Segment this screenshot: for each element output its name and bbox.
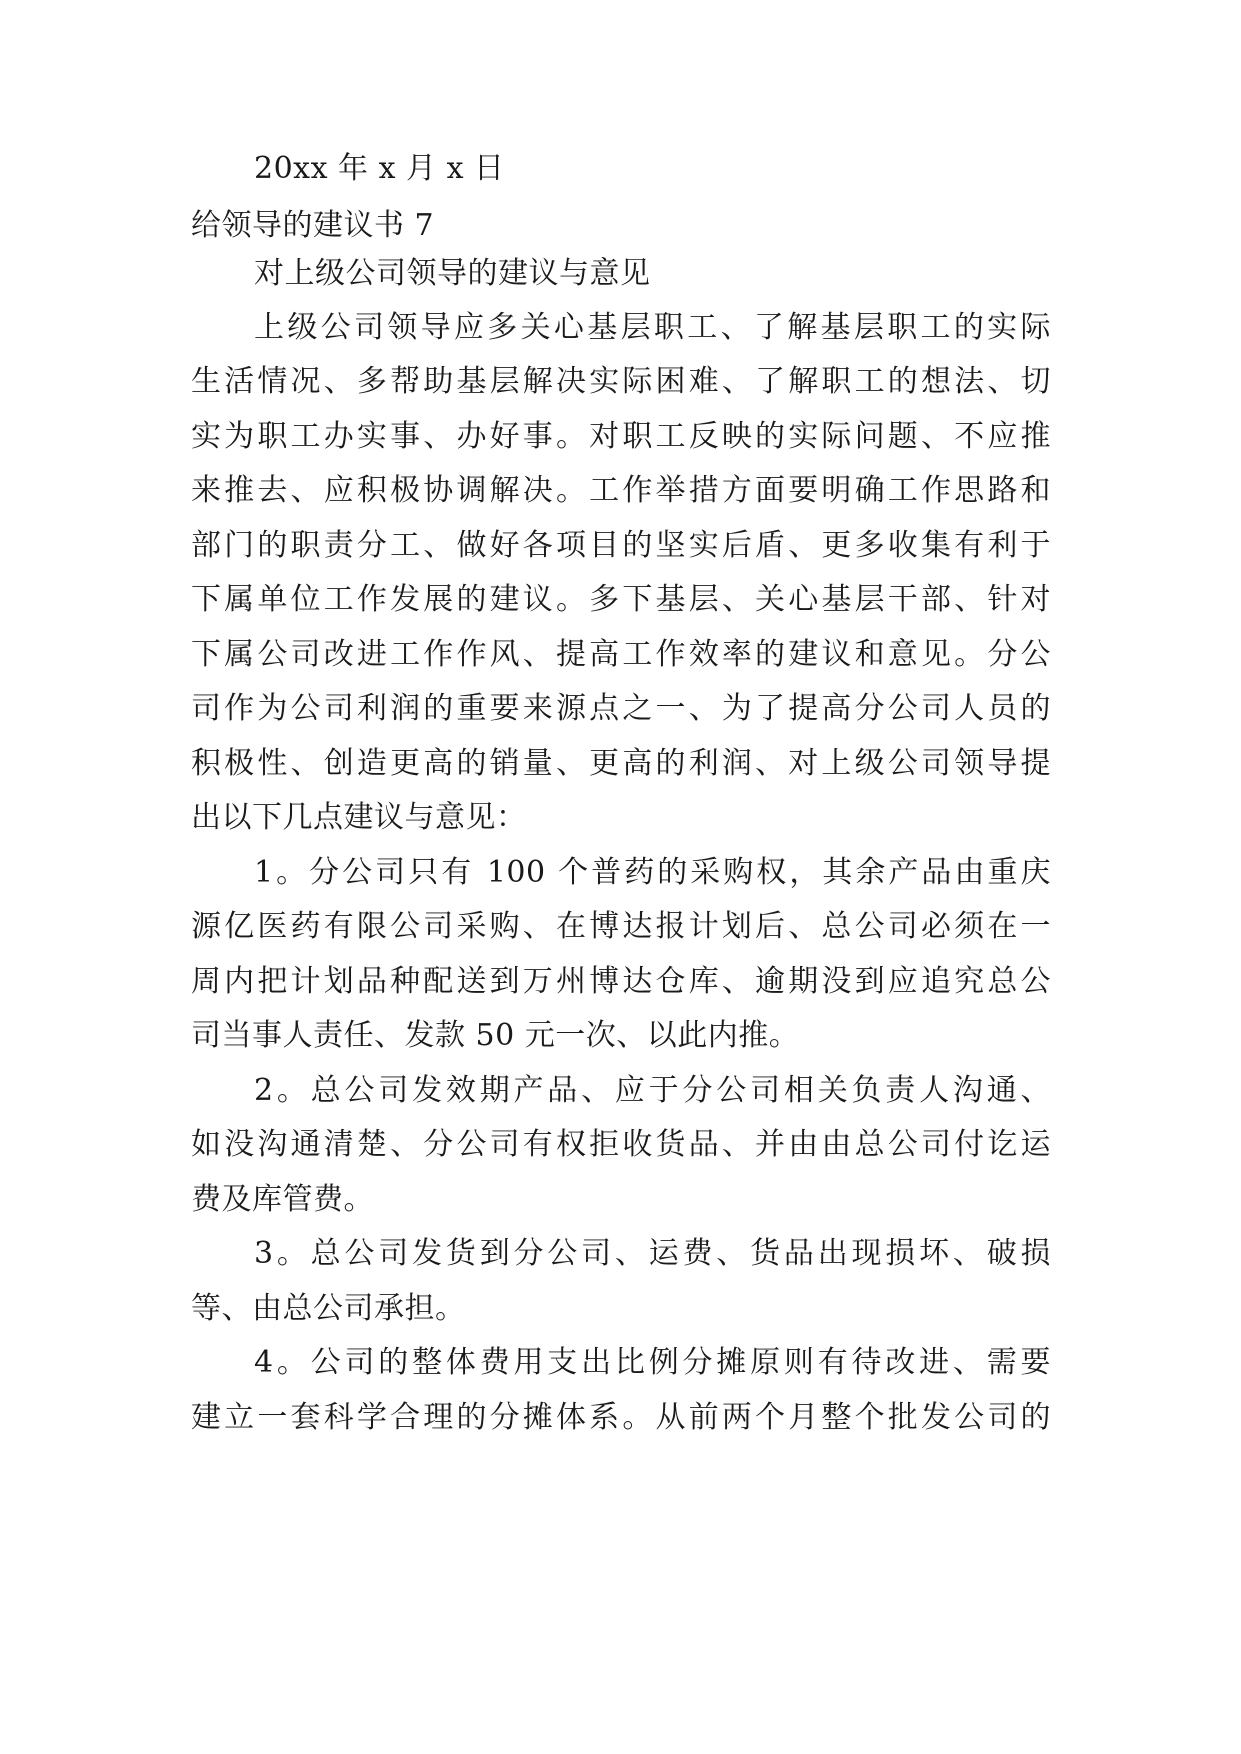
list-item-line: 费及库管费。 bbox=[191, 1182, 374, 1217]
paragraph-line: 部门的职责分工、做好各项目的坚实后盾、更多收集有利于 bbox=[191, 528, 1051, 563]
list-item-line: 3。总公司发货到分公司、运费、货品出现损坏、破损 bbox=[254, 1236, 1051, 1271]
section-title: 给领导的建议书 7 bbox=[191, 208, 435, 243]
list-item-line: 司当事人责任、发款 50 元一次、以此内推。 bbox=[191, 1018, 800, 1053]
list-item-line: 等、由总公司承担。 bbox=[191, 1291, 466, 1326]
list-item-line: 1。分公司只有 100 个普药的采购权，其余产品由重庆 bbox=[254, 855, 1051, 890]
paragraph-line: 积极性、创造更高的销量、更高的利润、对上级公司领导提 bbox=[191, 746, 1051, 781]
paragraph-line: 来推去、应积极协调解决。工作举措方面要明确工作思路和 bbox=[191, 473, 1051, 508]
list-item-line: 周内把计划品种配送到万州博达仓库、逾期没到应追究总公 bbox=[191, 964, 1051, 999]
date-line: 20xx 年 x 月 x 日 bbox=[254, 151, 505, 186]
list-item-line: 建立一套科学合理的分摊体系。从前两个月整个批发公司的 bbox=[191, 1400, 1051, 1435]
paragraph-line: 上级公司领导应多关心基层职工、了解基层职工的实际 bbox=[254, 310, 1051, 345]
paragraph-line: 生活情况、多帮助基层解决实际困难、了解职工的想法、切 bbox=[191, 364, 1051, 399]
list-item-line: 源亿医药有限公司采购、在博达报计划后、总公司必须在一 bbox=[191, 909, 1051, 944]
subtitle: 对上级公司领导的建议与意见 bbox=[254, 256, 651, 291]
list-item-line: 2。总公司发效期产品、应于分公司相关负责人沟通、 bbox=[254, 1073, 1051, 1108]
list-item-line: 4。公司的整体费用支出比例分摊原则有待改进、需要 bbox=[254, 1345, 1051, 1380]
paragraph-line: 下属单位工作发展的建议。多下基层、关心基层干部、针对 bbox=[191, 582, 1051, 617]
paragraph-line: 出以下几点建议与意见： bbox=[191, 800, 527, 835]
paragraph-line: 实为职工办实事、办好事。对职工反映的实际问题、不应推 bbox=[191, 419, 1051, 454]
list-item-line: 如没沟通清楚、分公司有权拒收货品、并由由总公司付讫运 bbox=[191, 1127, 1051, 1162]
paragraph-line: 司作为公司利润的重要来源点之一、为了提高分公司人员的 bbox=[191, 691, 1051, 726]
paragraph-line: 下属公司改进工作作风、提高工作效率的建议和意见。分公 bbox=[191, 637, 1051, 672]
